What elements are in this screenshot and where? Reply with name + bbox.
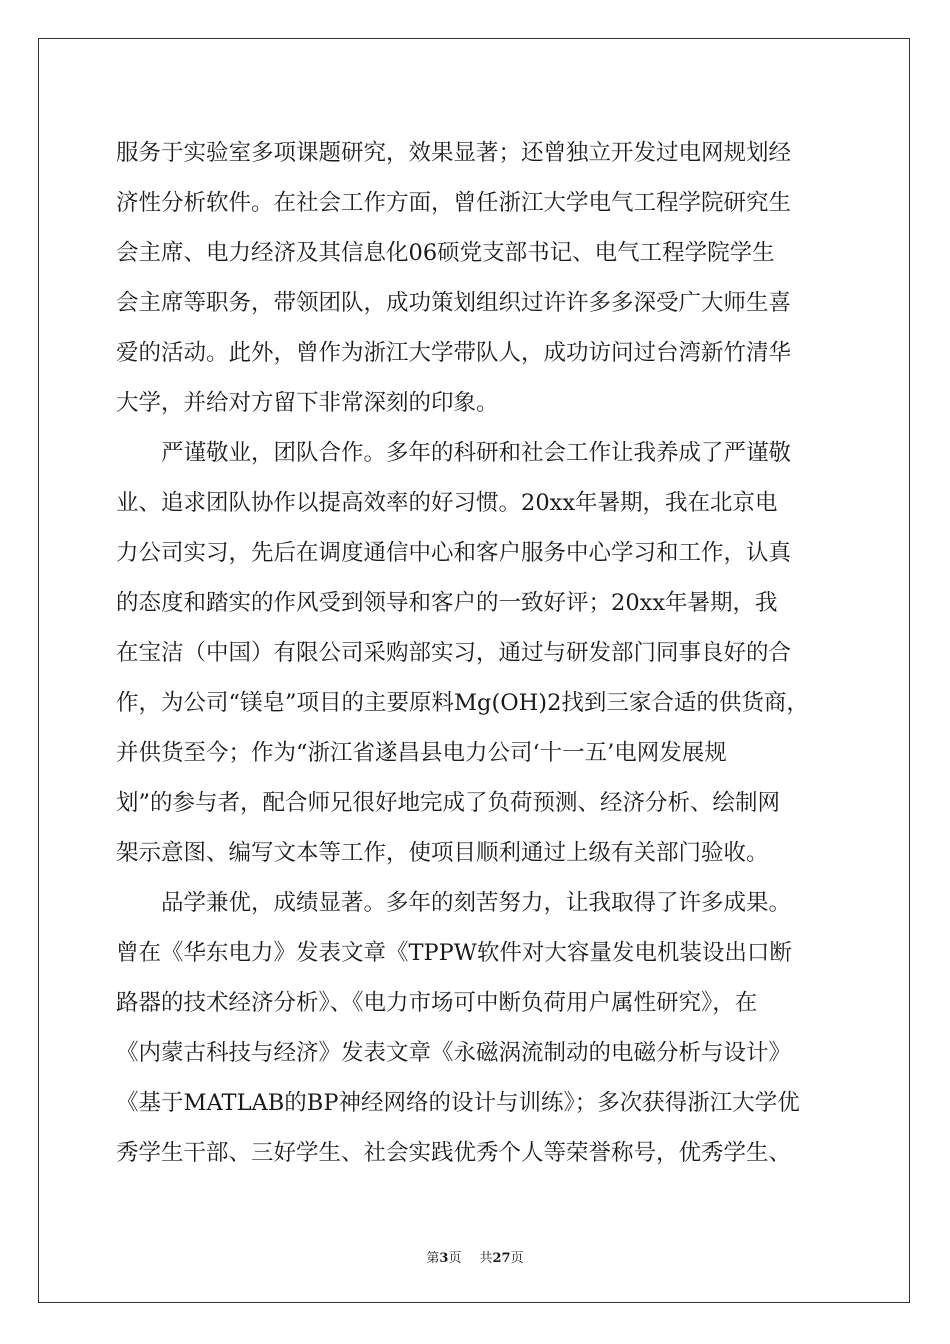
text-line: 路器的技术经济分析》、《电力市场可中断负荷用户属性研究》，在 <box>116 990 758 1016</box>
page-total <box>479 1251 523 1266</box>
text-line: 品学兼优，成绩显著。多年的刻苦努力，让我取得了许多成果。 <box>116 890 792 916</box>
text-line: 大学，并给对方留下非常深刻的印象。 <box>116 390 499 416</box>
total-suffix: 页 <box>510 1251 524 1266</box>
text-line: 济性分析软件。在社会工作方面，曾任浙江大学电气工程学院研究生 <box>116 190 792 216</box>
page-suffix: 页 <box>448 1251 462 1266</box>
text-line: 服务于实验室多项课题研究，效果显著；还曾独立开发过电网规划经 <box>116 140 792 166</box>
page-footer <box>0 1247 950 1266</box>
page-prefix: 第 <box>426 1251 440 1266</box>
text-line: 架示意图、编写文本等工作，使项目顺利通过上级有关部门验收。 <box>116 840 769 866</box>
current-page: 3 <box>439 1251 449 1266</box>
text-line: 业、追求团队协作以提高效率的好习惯。20xx年暑期，我在北京电 <box>116 490 778 516</box>
text-line: 秀学生干部、三好学生、社会实践优秀个人等荣誉称号，优秀学生、 <box>116 1140 792 1166</box>
text-line: 在宝洁（中国）有限公司采购部实习，通过与研发部门同事良好的合 <box>116 640 792 666</box>
text-line: 爱的活动。此外，曾作为浙江大学带队人，成功访问过台湾新竹清华 <box>116 340 792 366</box>
total-prefix: 共 <box>479 1251 493 1266</box>
total-pages: 27 <box>492 1251 511 1266</box>
document-body <box>116 128 836 1178</box>
text-line: 《内蒙古科技与经济》发表文章《永磁涡流制动的电磁分析与设计》 <box>116 1040 792 1066</box>
text-line: 划”的参与者，配合师兄很好地完成了负荷预测、经济分析、绘制网 <box>116 790 781 816</box>
text-line: 会主席等职务，带领团队，成功策划组织过许许多多深受广大师生喜 <box>116 290 792 316</box>
text-line: 力公司实习，先后在调度通信中心和客户服务中心学习和工作，认真 <box>116 540 792 566</box>
text-line: 会主席、电力经济及其信息化06硕党支部书记、电气工程学院学生 <box>116 240 775 266</box>
page-number <box>426 1251 461 1266</box>
text-line: 《基于MATLAB的BP神经网络的设计与训练》；多次获得浙江大学优 <box>116 1090 800 1116</box>
text-line: 作，为公司“镁皂”项目的主要原料Mg(OH)2找到三家合适的供货商， <box>116 690 809 716</box>
text-line: 曾在《华东电力》发表文章《TPPW软件对大容量发电机装设出口断 <box>116 940 792 966</box>
text-line: 的态度和踏实的作风受到领导和客户的一致好评；20xx年暑期，我 <box>116 590 778 616</box>
text-line: 并供货至今；作为“浙江省遂昌县电力公司‘十一五’电网发展规 <box>116 740 727 766</box>
text-line: 严谨敬业，团队合作。多年的科研和社会工作让我养成了严谨敬 <box>116 440 792 466</box>
